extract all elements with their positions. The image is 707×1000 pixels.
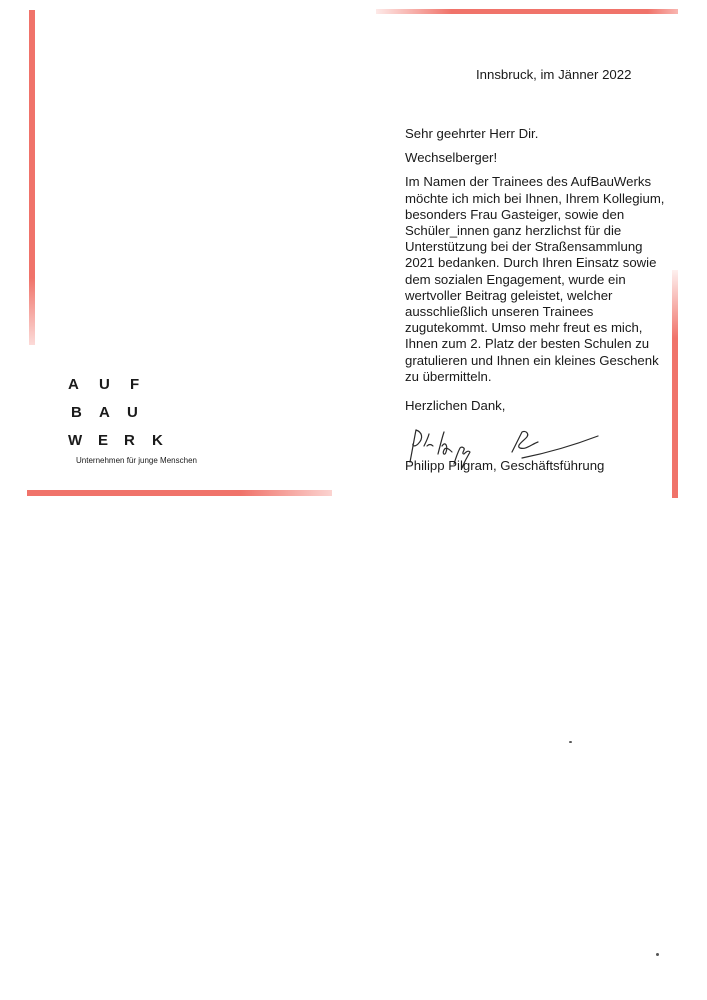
logo-letter: A [68, 376, 79, 393]
logo-letter: K [152, 432, 163, 449]
logo-letter: U [127, 404, 138, 421]
salutation-line-2: Wechselberger! [405, 150, 498, 166]
logo-letter: U [99, 376, 110, 393]
logo-letter: W [68, 432, 83, 449]
logo-tagline: Unternehmen für junge Menschen [76, 456, 197, 465]
top-accent-bar [376, 9, 678, 14]
right-accent-bar [672, 270, 678, 498]
date-line: Innsbruck, im Jänner 2022 [476, 67, 632, 82]
signer-name: Philipp Pilgram, Geschäftsführung [405, 458, 605, 473]
letter-paragraph: Im Namen der Trainees des AufBauWerks möchte ich mich bei Ihnen, Ihrem Kollegium, besonders Frau Gasteiger, sowie den Schüler_innen ganz herzlichst für die Unterstützung bei der Straßensammlung 2021 bedanken. Durch Ihren Einsatz sowie dem sozialen Engagement, wurde ein wertvoller Beitrag geleistet, welcher ausschließlich unseren Trainees zugutekommt. Umso mehr freut es mich, Ihnen zum 2. Platz der besten Schulen zu gratulieren und Ihnen ein kleines Geschenk zu übermitteln. [405, 174, 665, 384]
salutation-line-1: Sehr geehrter Herr Dir. [405, 126, 539, 141]
bottom-accent-bar [27, 490, 332, 496]
left-accent-bar [29, 10, 35, 345]
letter-body [405, 126, 665, 414]
logo-letter: A [99, 404, 110, 421]
logo-letter: F [130, 376, 140, 393]
logo-letter: R [124, 432, 135, 449]
scan-speck [569, 741, 572, 743]
scan-speck [656, 953, 659, 956]
closing-line: Herzlichen Dank, [405, 398, 506, 414]
logo-letter: E [98, 432, 109, 449]
logo-letter: B [71, 404, 82, 421]
